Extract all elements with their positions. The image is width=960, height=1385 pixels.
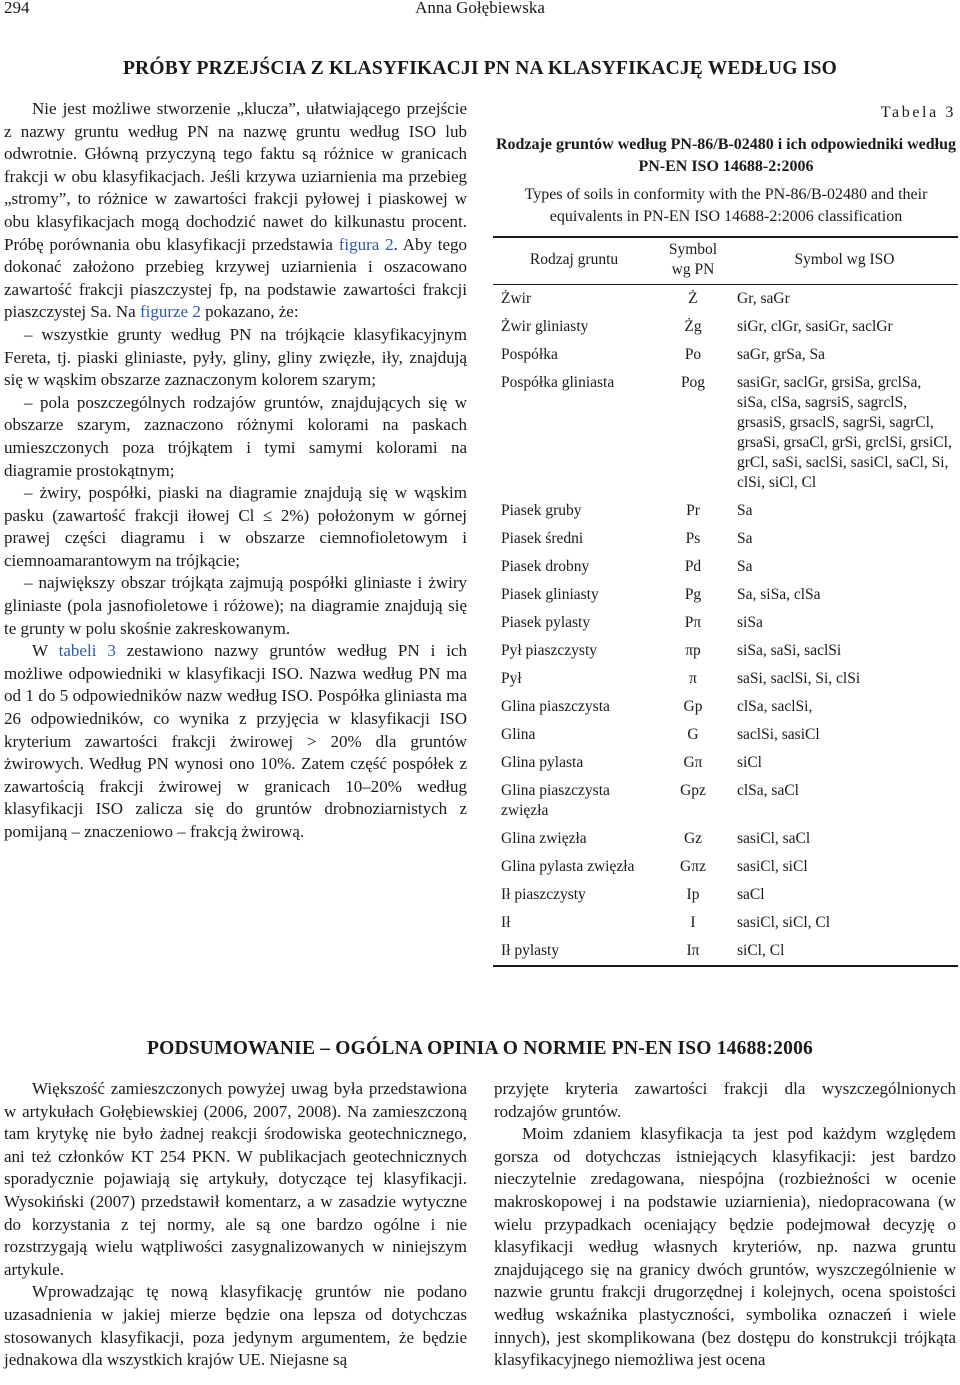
summary-paragraph-1: Większość zamieszczonych powyżej uwag była przedstawiona w artykułach Gołębiewskiej (2006, 2007, 2008). Na zamieszczoną tam krytykę nie było żadnej reakcji środowiska geotechnicznego, ani też członków KT 254 PKN. W publikacjach geotechnicznych sporadycznie pojawiają się artykuły, dotyczące tej klasyfikacji. Wysokiński (2007) przedstawił komentarz, a w zasadzie wytyczne do korzystania z tej normy, ale są one bardzo ogólne i nie rozstrzygają wielu wątpliwości zasygnalizowanych w niniejszym artykule.: [4, 1079, 467, 1279]
column-header-soil-type: Rodzaj gruntu: [529, 251, 619, 268]
bottom-right-column: [494, 1078, 956, 1372]
iso-symbol-cell: sasiGr, saclGr, grsiSa, grclSa, siSa, clSa, sagrsiS, sagrclS, grsasiS, grsaclS, sagrSi, sagrCl, grsaSi, grsaCl, grSi, grclSi, grsiCl, grCl, saSi, saclSi, sasiCl, saCl, Si, clSi, siCl, Cl: [737, 374, 952, 491]
pn-symbol-cell: Po: [684, 346, 702, 363]
running-head-author: Anna Gołębiewska: [415, 0, 545, 17]
iso-symbol-cell: Sa: [737, 530, 753, 547]
left-column: [4, 98, 467, 844]
table-row: [493, 825, 958, 853]
text-run: Nie jest możliwe stworzenie „klucza”, ułatwiającego przejście z nazwy gruntu według PN na nazwę gruntu według ISO lub odwrotnie. Główną przyczyną tego faktu są różnice w granicach frakcji w obu klasyfikacjach. Jeśli krzywa uziarnienia ma przebieg „stromy”, to różnice w zawartości frakcji pyłowej i piaskowej w obu klasyfikacjach mogą dochodzić nawet do kilkunastu procent. Próbę porównania obu klasyfikacji przedstawia: [4, 99, 467, 254]
iso-symbol-cell: sasiCl, saCl: [737, 830, 811, 847]
pn-symbol-cell: Ip: [686, 886, 700, 903]
soil-type-cell: Pył: [501, 670, 522, 687]
soil-type-cell: Ił piaszczysty: [501, 886, 586, 903]
bottom-left-column: [4, 1078, 467, 1372]
pn-symbol-cell: I: [690, 914, 696, 931]
pn-symbol-cell: Ż: [688, 290, 698, 307]
table-row: [493, 853, 958, 881]
table-title-polish: Rodzaje gruntów według PN-86/B-02480 i ich odpowiedniki według PN-EN ISO 14688-2:2006: [495, 136, 957, 175]
pn-symbol-cell: Gπz: [680, 858, 706, 875]
iso-symbol-cell: siGr, clGr, sasiGr, saclGr: [737, 318, 893, 335]
column-header-pn-symbol: Symbol wg PN: [668, 241, 718, 278]
bullet-3: – żwiry, pospółki, piaski na diagramie znajdują się w wąskim pasku (zawartość frakcji iłowej Cl ≤ 2%) położonym w górnej prawej części diagramu i w obszarze ciemnofioletowym i ciemnoamarantowym na trójkącie;: [4, 483, 467, 570]
pn-symbol-cell: Ps: [685, 530, 701, 547]
table-body: [493, 285, 958, 967]
table-row: [493, 609, 958, 637]
table-row: [493, 369, 958, 497]
iso-symbol-cell: siSa: [737, 614, 763, 631]
soil-classification-table: [493, 236, 958, 967]
iso-symbol-cell: sasiCl, siCl: [737, 858, 808, 875]
iso-symbol-cell: saclSi, sasiCl: [737, 726, 820, 743]
table-row: [493, 341, 958, 369]
soil-type-cell: Piasek średni: [501, 530, 584, 547]
table-row: [493, 285, 958, 314]
iso-symbol-cell: saGr, grSa, Sa: [737, 346, 826, 363]
table-row: [493, 313, 958, 341]
soil-type-cell: Piasek drobny: [501, 558, 590, 575]
soil-type-cell: Glina piaszczysta: [501, 698, 610, 715]
pn-symbol-cell: Iπ: [686, 942, 700, 959]
iso-symbol-cell: Sa: [737, 558, 753, 575]
pn-symbol-cell: G: [687, 726, 699, 743]
table-row: [493, 637, 958, 665]
text-run: . Aby tego dokonać założono przebieg krzywej uziarnienia i oszacowano zawartość frakcji piaszczystej fp, na podstawie zawartości frakcji piaszczystej Sa. Na: [4, 234, 468, 322]
pn-symbol-cell: Pg: [684, 586, 702, 603]
soil-type-cell: Glina: [501, 726, 536, 743]
section-title: PRÓBY PRZEJŚCIA Z KLASYFIKACJI PN NA KLASYFIKACJĘ WEDŁUG ISO: [122, 58, 838, 79]
bullet-1: – wszystkie grunty według PN na trójkącie klasyfikacyjnym Fereta, tj. piaski gliniaste, pyły, gliny, gliny zwięzłe, iły, znajdują się w wąskim obszarze zaznaczonym kolorem szarym;: [4, 324, 467, 390]
table-row: [493, 525, 958, 553]
iso-symbol-cell: Sa, siSa, clSa: [737, 586, 821, 603]
soil-type-cell: Glina pylasta zwięzła: [501, 858, 635, 875]
table-row: [493, 721, 958, 749]
table-label: Tabela 3: [880, 104, 956, 121]
figure-2-link-2[interactable]: figurze 2: [139, 302, 201, 322]
page-number: 294: [4, 0, 30, 17]
bullet-2: – pola poszczególnych rodzajów gruntów, znajdujących się w obszarze szarym, zaznaczono różnymi kolorami na paskach umieszczonych poza trójkątem i tymi samymi kolorami na diagramie prostokątnym;: [4, 392, 467, 480]
table-row: [493, 749, 958, 777]
pn-symbol-cell: Gz: [683, 830, 703, 847]
left-paragraph-1: [4, 98, 467, 324]
soil-type-cell: Piasek gliniasty: [501, 586, 599, 603]
pn-symbol-cell: π: [689, 670, 697, 687]
bullet-4: – największy obszar trójkąta zajmują pospółki gliniaste i żwiry gliniaste (pola jasnofioletowe i różowe); na diagramie znajdują się te grunty w polu skośnie zakreskowanym.: [4, 573, 467, 638]
soil-type-cell: Piasek gruby: [501, 502, 582, 519]
pn-symbol-cell: Gπ: [683, 754, 703, 771]
pn-symbol-cell: Pog: [680, 374, 706, 391]
summary-paragraph-3: przyjęte kryteria zawartości frakcji dla wyszczególnionych rodzajów gruntów.: [494, 1079, 956, 1121]
iso-symbol-cell: Sa: [737, 502, 753, 519]
table-3-link[interactable]: tabeli 3: [58, 641, 116, 661]
soil-type-cell: Piasek pylasty: [501, 614, 591, 631]
table-row: [493, 909, 958, 937]
text-run: pokazano, że:: [200, 302, 299, 322]
iso-symbol-cell: clSa, saclSi,: [737, 698, 813, 715]
iso-symbol-cell: siCl, Cl: [737, 942, 785, 959]
table-row: [493, 881, 958, 909]
iso-symbol-cell: clSa, saCl: [737, 782, 799, 799]
pn-symbol-cell: πp: [685, 642, 701, 659]
soil-type-cell: Żwir: [501, 290, 532, 307]
soil-type-cell: Ił pylasty: [501, 942, 560, 959]
table-title-english: Types of soils in conformity with the PN-86/B-02480 and their equivalents in PN-EN ISO 14688-2:2006 classification: [524, 186, 928, 225]
pn-symbol-cell: Gp: [683, 698, 703, 715]
summary-section-title: PODSUMOWANIE – OGÓLNA OPINIA O NORMIE PN-EN ISO 14688:2006: [147, 1038, 813, 1059]
soil-type-cell: Żwir gliniasty: [501, 318, 589, 335]
pn-symbol-cell: Żg: [684, 318, 702, 335]
table-row: [493, 937, 958, 966]
soil-type-cell: Pospółka gliniasta: [501, 374, 615, 391]
soil-type-cell: Glina zwięzła: [501, 830, 587, 847]
table-header-row: [493, 237, 958, 285]
pn-symbol-cell: Gpz: [680, 782, 706, 799]
iso-symbol-cell: saSi, saclSi, Si, clSi: [737, 670, 861, 687]
soil-type-cell: Pył piaszczysty: [501, 642, 597, 659]
iso-symbol-cell: sasiCl, siCl, Cl: [737, 914, 831, 931]
soil-type-cell: Ił: [501, 914, 511, 931]
summary-paragraph-2: Wprowadzając tę nową klasyfikację gruntów nie podano uzasadnienia w jakiej mierze będzie ona lepsza od dotychczas stosowanych klasyfikacji, poza jedynym argumentem, że będzie jednakowa dla wszystkich krajów UE. Niejasne są: [4, 1282, 467, 1370]
column-header-iso-symbol: Symbol wg ISO: [794, 251, 895, 268]
table-row: [493, 693, 958, 721]
table-row: [493, 665, 958, 693]
iso-symbol-cell: siSa, saSi, saclSi: [737, 642, 842, 659]
soil-type-cell: Pospółka: [501, 346, 558, 363]
pn-symbol-cell: Pπ: [684, 614, 702, 631]
iso-symbol-cell: siCl: [737, 754, 762, 771]
table-row: [493, 497, 958, 525]
table-row: [493, 553, 958, 581]
summary-paragraph-4: Moim zdaniem klasyfikacja ta jest pod każdym względem gorsza od dotychczas istniejących klasyfikacji: jest bardzo nieczytelnie zredagowana, niespójna (rozbieżności w ocenie makroskopowej i na podstawie uziarnienia), niedopracowana (w wielu przypadkach oceniający będzie podejmował decyzję o klasyfikacji według własnych kryteriów, np. nazwa gruntu znajdującego się na granicy dwóch gruntów, wyszczególnienie w nazwie gruntu frakcji drugorzędnej i kolejnych, ocena spoistości według wskaźnika plastyczności, symbolika oznaczeń i wiele innych), jest skomplikowana (bez dostępu do konstrukcji trójkąta klasyfikacyjnego niemożliwa jest ocena: [494, 1124, 956, 1370]
soil-type-cell: Glina pylasta: [501, 754, 584, 771]
soil-type-cell: Glina piaszczysta zwięzła: [501, 782, 610, 819]
pn-symbol-cell: Pr: [686, 502, 700, 519]
table-row: [493, 581, 958, 609]
figure-2-link[interactable]: figura 2: [338, 234, 394, 254]
text-run: zestawiono nazwy gruntów według PN i ich możliwe odpowiedniki w klasyfikacji ISO. Nazwa według PN ma od 1 do 5 odpowiedników nazw według ISO. Pospółka gliniasta ma 26 odpowiedników, co wynika z przyjęcia w klasyfikacji ISO kryterium zawartości frakcji żwirowej > 20% dla gruntów żwirowych. Według PN wynosi ono 10%. Zatem część pospółek z zawartością frakcji żwirowej w granicach 10–20% według klasyfikacji ISO zalicza się do gruntów drobnoziarnistych z pomijaną – znaczeniowo – frakcją żwirową.: [4, 641, 467, 841]
table-row: [493, 777, 958, 825]
iso-symbol-cell: saCl: [737, 886, 765, 903]
iso-symbol-cell: Gr, saGr: [737, 290, 790, 307]
text-run: W: [32, 641, 59, 661]
left-paragraph-2: [4, 640, 467, 843]
pn-symbol-cell: Pd: [684, 558, 702, 575]
